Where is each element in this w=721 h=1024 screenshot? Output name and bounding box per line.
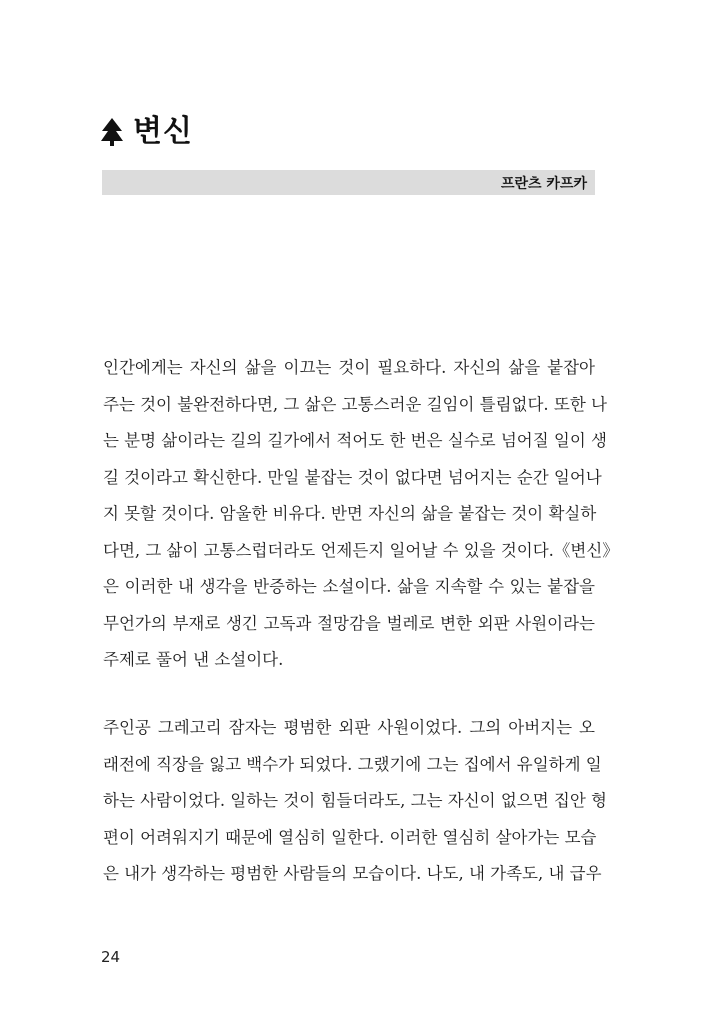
text-line: 지 못할 것이다. 암울한 비유다. 반면 자신의 삶을 붙잡는 것이 확실하 (103, 504, 597, 523)
text-line: 길 것이라고 확신한다. 만일 붙잡는 것이 없다면 넘어지는 순간 일어나 (103, 467, 602, 487)
chapter-heading (101, 110, 193, 154)
paragraph-1 (103, 350, 619, 679)
tree-icon (101, 118, 123, 146)
text-line: 편이 어려워지기 때문에 열심히 일한다. 이러한 열심히 살아가는 모습 (103, 827, 597, 847)
text-line: 무언가의 부재로 생긴 고독과 절망감을 벌레로 변한 외판 사원이라는 (103, 613, 595, 633)
text-line: 인간에게는 자신의 삶을 이끄는 것이 필요하다. 자신의 삶을 붙잡아 (103, 358, 595, 377)
paragraph-2 (103, 710, 607, 893)
text-line: 다면, 그 삶이 고통스럽더라도 언제든지 일어날 수 있을 것이다.《변신》 (103, 540, 619, 560)
chapter-title: 변신 (133, 114, 193, 149)
text-line: 주인공 그레고리 잠자는 평범한 외판 사원이었다. 그의 아버지는 오 (103, 718, 595, 737)
text-line: 은 이러한 내 생각을 반증하는 소설이다. 삶을 지속할 수 있는 붙잡을 (103, 577, 595, 596)
text-line: 주는 것이 불완전하다면, 그 삶은 고통스러운 길임이 틀림없다. 또한 나 (103, 394, 607, 414)
text-line: 는 분명 삶이라는 길의 길가에서 적어도 한 번은 실수로 넘어질 일이 생 (103, 431, 607, 450)
text-line: 래전에 직장을 잃고 백수가 되었다. 그랬기에 그는 집에서 유일하게 일 (103, 754, 602, 774)
text-line: 은 내가 생각하는 평범한 사람들의 모습이다. 나도, 내 가족도, 내 급우 (103, 864, 602, 883)
text-line: 하는 사람이었다. 일하는 것이 힘들더라도, 그는 자신이 없으면 집안 형 (103, 791, 607, 810)
text-line: 주제로 풀어 낸 소설이다. (103, 650, 284, 669)
author-bar (102, 170, 595, 195)
author-name: 프란츠 카프카 (500, 175, 587, 192)
page-number: 24 (101, 948, 121, 966)
